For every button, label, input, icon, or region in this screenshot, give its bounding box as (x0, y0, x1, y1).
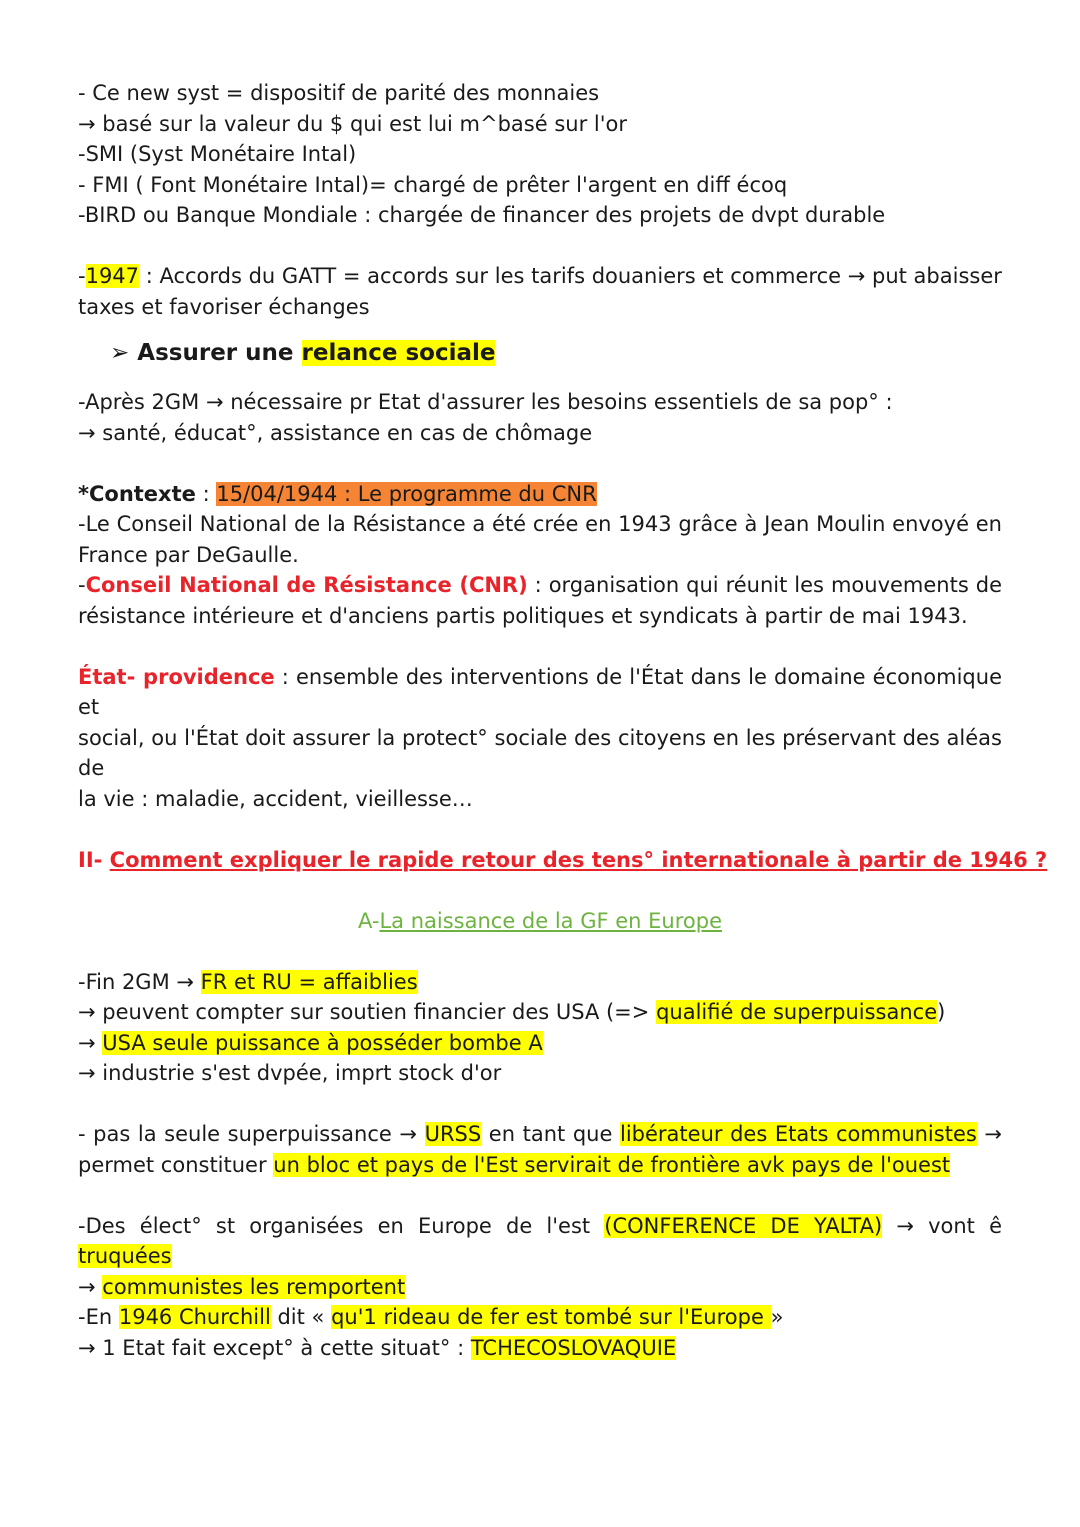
paragraph-end-of-war (78, 967, 1002, 1089)
paragraph-etat-providence (78, 662, 1002, 815)
context-line: *Contexte : 15/04/1944 : Le programme du CNR (78, 481, 597, 506)
paragraph-cnr (78, 479, 1002, 632)
paragraph-elections (78, 1211, 1002, 1364)
highlight: truquées (78, 1244, 172, 1268)
text-line: -1947 : Accords du GATT = accords sur les tarifs douaniers et commerce → put abaisser (78, 264, 1002, 288)
text-line: -Après 2GM → nécessaire pr Etat d'assurer les besoins essentiels de sa pop° : (78, 390, 893, 414)
text-line: -BIRD ou Banque Mondiale : chargée de financer des projets de dvpt durable (78, 203, 886, 227)
text-line: social, ou l'État doit assurer la protect° sociale des citoyens en les préservant des aléas de (78, 725, 1002, 780)
text-line: → USA seule puissance à posséder bombe A (78, 1030, 543, 1055)
paragraph-urss (78, 1119, 1002, 1180)
text-line: → 1 Etat fait except° à cette situat° : TCHECOSLOVAQUIE (78, 1335, 677, 1360)
text-line: - Ce new syst = dispositif de parité des monnaies (78, 81, 600, 105)
text-line: France par DeGaulle. (78, 542, 299, 567)
text-line: taxes et favoriser échanges (78, 294, 370, 319)
text-line: → peuvent compter sur soutien financier des USA (=> qualifié de superpuissance) (78, 1000, 946, 1024)
text-line: -Fin 2GM → FR et RU = affaiblies (78, 969, 418, 994)
paragraph-monetary-system (78, 78, 1002, 231)
definition-line: État- providence : ensemble des interventions de l'État dans le domaine économique et (78, 664, 1002, 719)
text-line: -Des élect° st organisées en Europe de l'est (CONFERENCE DE YALTA) → vont ê truquées (78, 1213, 1002, 1268)
text-line: - pas la seule superpuissance → URSS en tant que libérateur des Etats communistes → (78, 1122, 1002, 1146)
text-line: → basé sur la valeur du $ qui est lui m^basé sur l'or (78, 111, 627, 136)
text-line: → industrie s'est dvpée, imprt stock d'or (78, 1061, 502, 1085)
subsection-heading: A-La naissance de la GF en Europe (357, 908, 723, 933)
highlight: 1947 (85, 264, 140, 288)
arrow-bullet-icon: ➢ (110, 340, 130, 366)
text-line: -Le Conseil National de la Résistance a été crée en 1943 grâce à Jean Moulin envoyé en (78, 512, 1002, 536)
text-line: → santé, éducat°, assistance en cas de chômage (78, 420, 593, 445)
text-line: -En 1946 Churchill dit « qu'1 rideau de fer est tombé sur l'Europe » (78, 1305, 784, 1329)
text-line: la vie : maladie, accident, vieillesse… (78, 786, 473, 811)
highlight: USA seule puissance à posséder bombe A (102, 1030, 543, 1055)
document-page (78, 78, 1048, 1363)
highlight: qualifié de superpuissance (656, 1000, 938, 1024)
section-heading: II- Comment expliquer le rapide retour des tens° internationale à partir de 1946 ? (78, 847, 1048, 872)
highlight: communistes les remportent (102, 1274, 406, 1299)
text-line: → communistes les remportent (78, 1274, 406, 1299)
paragraph-gatt (78, 261, 1002, 322)
highlight: FR et RU = affaiblies (200, 969, 418, 994)
text-line: -SMI (Syst Monétaire Intal) (78, 142, 357, 166)
paragraph-after-war (78, 387, 1002, 448)
definition-term: État- providence (78, 664, 275, 689)
text-line: résistance intérieure et d'anciens partis politiques et syndicats à partir de mai 1943. (78, 603, 968, 628)
definition-line: -Conseil National de Résistance (CNR) : organisation qui réunit les mouvements de (78, 573, 1002, 597)
text-line: permet constituer un bloc et pays de l'Est servirait de frontière avk pays de l'ouest (78, 1152, 951, 1177)
highlight: URSS (424, 1122, 482, 1146)
highlight: libérateur des Etats communistes (620, 1122, 977, 1146)
highlight: un bloc et pays de l'Est servirait de frontière avk pays de l'ouest (273, 1152, 951, 1177)
bullet-heading: ➢ Assurer une relance sociale (110, 340, 496, 366)
highlight-orange: 15/04/1944 : Le programme du CNR (216, 481, 597, 506)
highlight: (CONFERENCE DE YALTA) (604, 1213, 883, 1238)
highlight: relance sociale (301, 340, 496, 366)
definition-term: Conseil National de Résistance (CNR) (85, 573, 528, 597)
highlight: 1946 Churchill (118, 1305, 271, 1329)
text-line: - FMI ( Font Monétaire Intal)= chargé de prêter l'argent en diff écoq (78, 172, 788, 197)
highlight: TCHECOSLOVAQUIE (470, 1335, 677, 1360)
highlight: qu'1 rideau de fer est tombé sur l'Europe (331, 1305, 771, 1329)
